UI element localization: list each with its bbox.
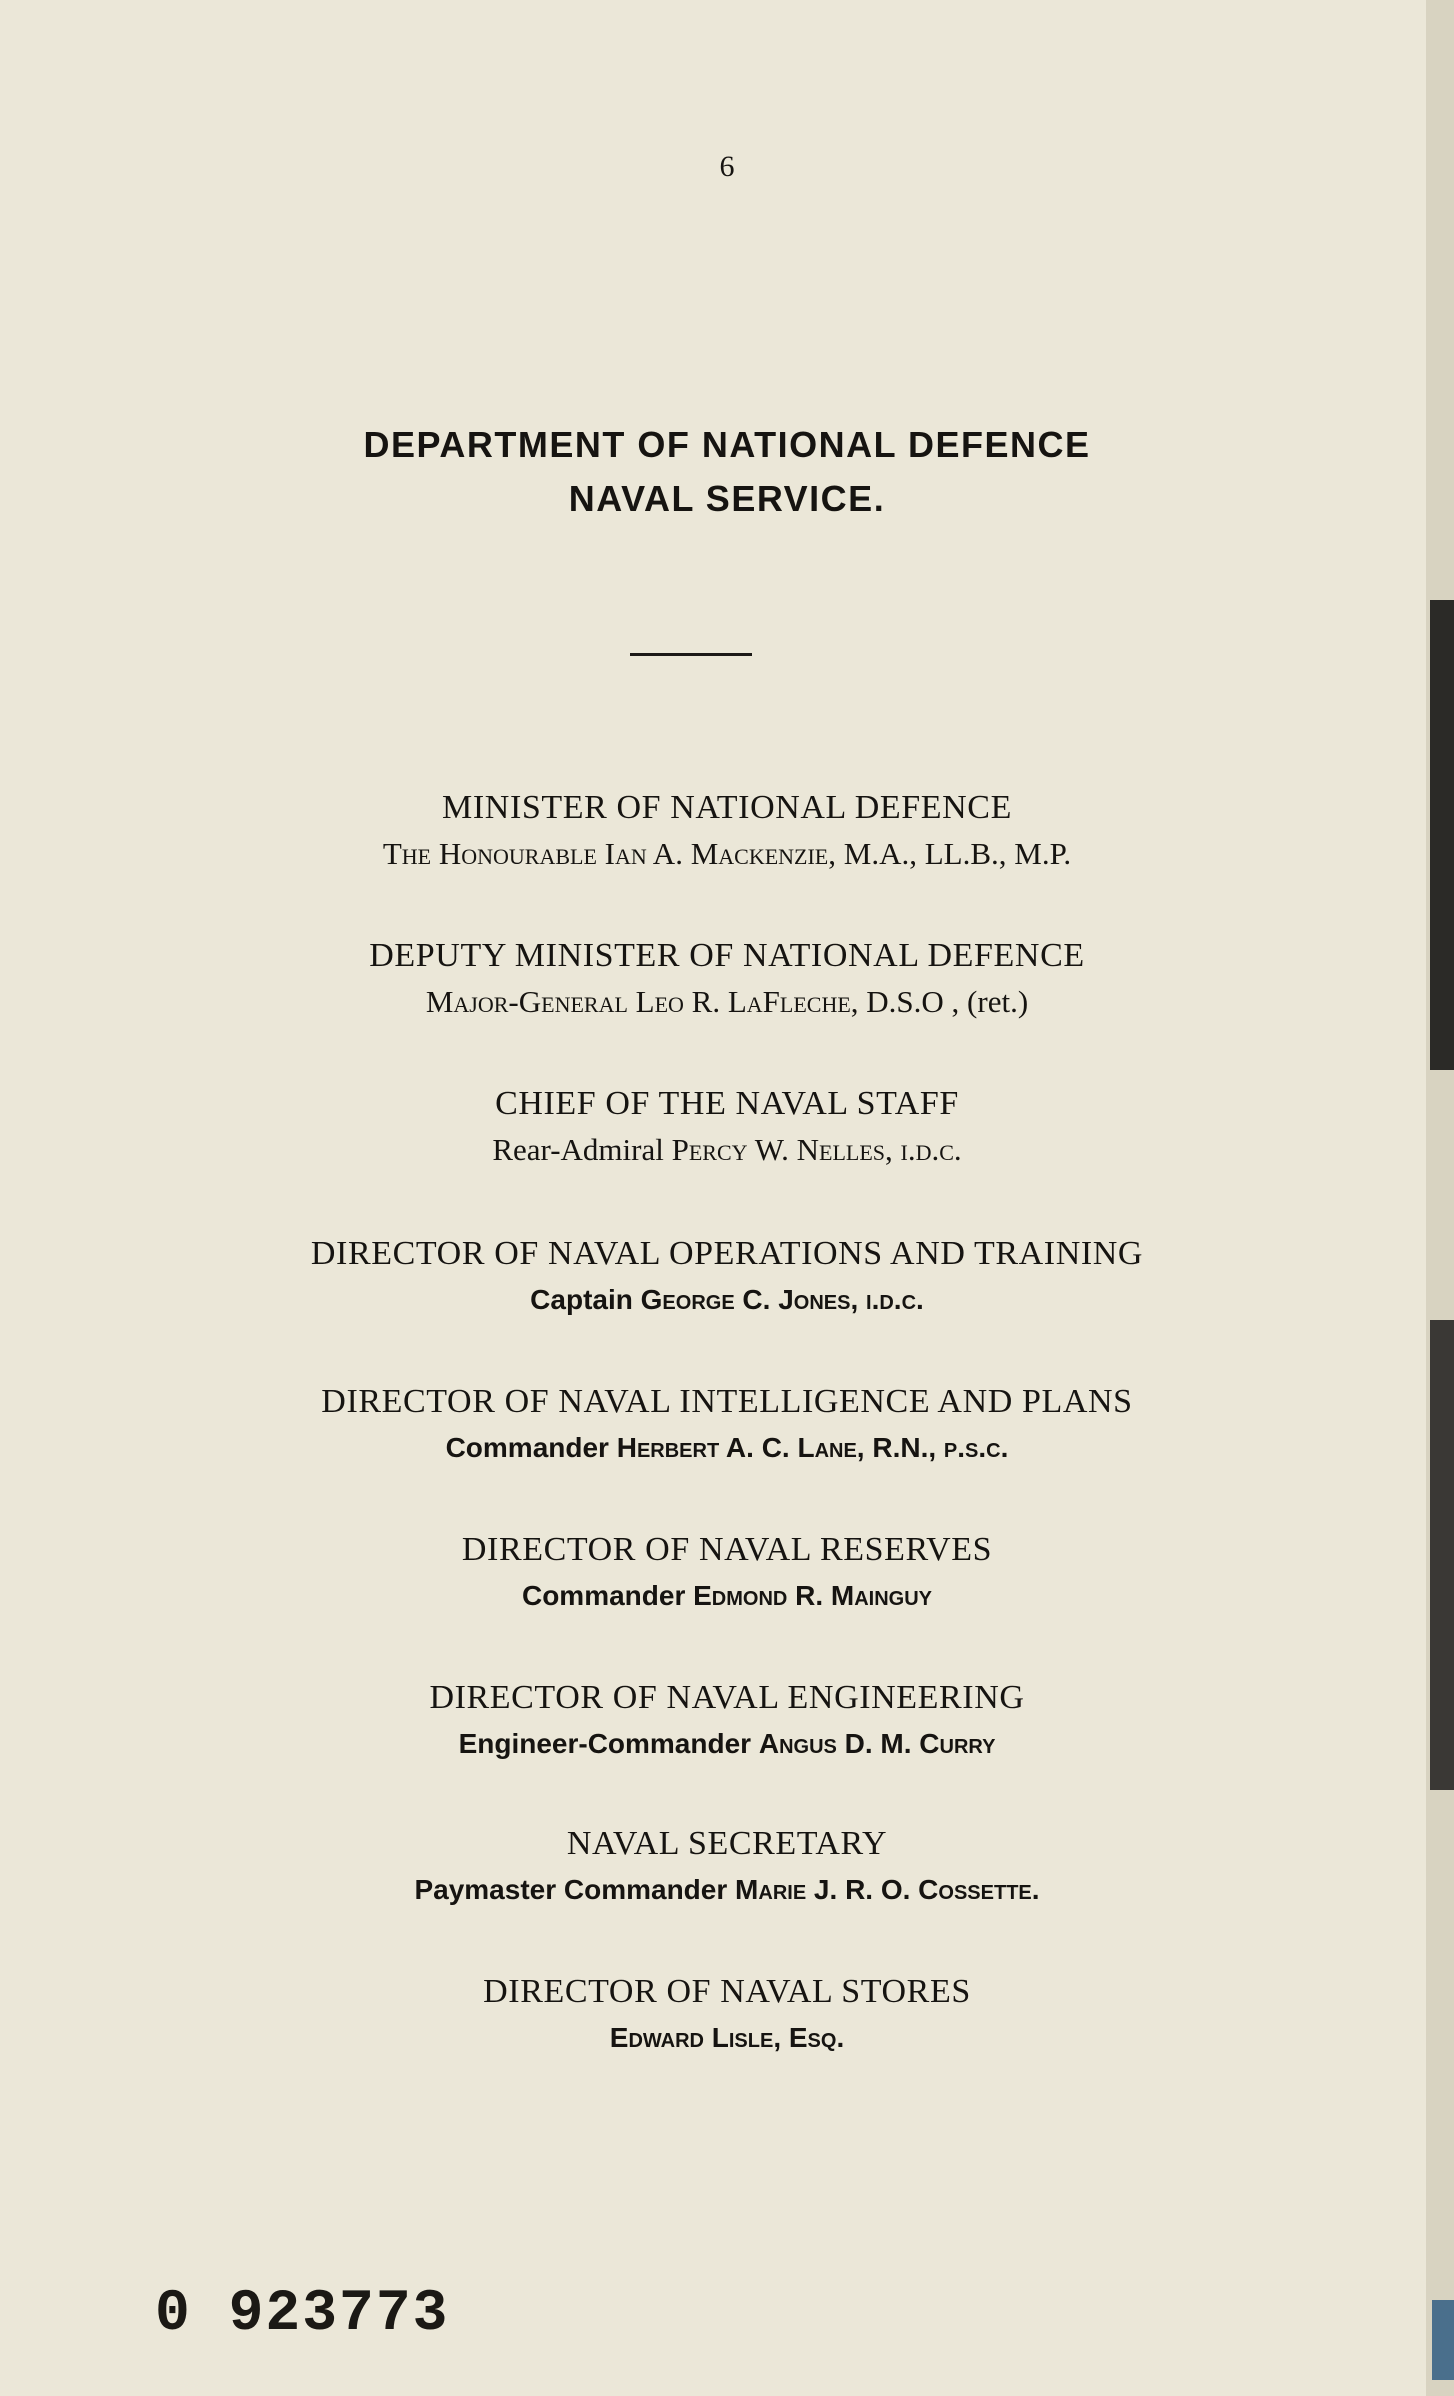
holder-prefix: Commander (521, 1580, 686, 1611)
holder-name: Edward Lisle, Esq. (609, 2022, 845, 2053)
holder-suffix: D.S.O , (ret.) (866, 984, 1029, 1019)
divider-rule (630, 653, 752, 656)
page-edge-shadow (1430, 600, 1454, 1070)
holder-prefix: The Honourable (382, 836, 597, 871)
holder-name: George C. Jones, (640, 1284, 859, 1315)
holder-suffix: i.d.c. (866, 1284, 924, 1315)
holder-name: Leo R. LaFleche, (635, 984, 859, 1019)
entry-naval-engineering (0, 1676, 1454, 1766)
bleed-through-text (470, 220, 481, 271)
entry-naval-reserves (0, 1528, 1454, 1618)
office-title: CHIEF OF THE NAVAL STAFF (495, 1085, 959, 1122)
holder-suffix: i.d.c. (900, 1132, 962, 1167)
office-title: DIRECTOR OF NAVAL ENGINEERING (429, 1679, 1025, 1716)
holder-prefix: Paymaster Commander (414, 1874, 728, 1905)
office-title: NAVAL SECRETARY (566, 1825, 888, 1862)
holder-prefix: Commander (445, 1432, 609, 1463)
office-holder (0, 1722, 1454, 1766)
holder-prefix: Captain (530, 1284, 633, 1315)
holder-prefix: Major-General (425, 984, 628, 1019)
office-holder (0, 2016, 1454, 2060)
office-holder (0, 1128, 1454, 1172)
holder-name: Herbert A. C. Lane, (616, 1432, 865, 1463)
entry-naval-secretary (0, 1822, 1454, 1912)
office-holder (0, 980, 1454, 1024)
page-edge-tab (1432, 2300, 1454, 2380)
office-holder (0, 1278, 1454, 1322)
holder-name: Ian A. Mackenzie, (604, 836, 836, 871)
office-title: DIRECTOR OF NAVAL STORES (483, 1973, 971, 2010)
service-title: NAVAL SERVICE. (568, 478, 886, 519)
holder-name: Marie J. R. O. Cossette. (735, 1874, 1040, 1905)
page-edge (1426, 0, 1454, 2396)
holder-name: Percy W. Nelles, (671, 1132, 893, 1167)
office-title: DIRECTOR OF NAVAL INTELLIGENCE AND PLANS (321, 1383, 1133, 1420)
entry-deputy-minister (0, 934, 1454, 1024)
entry-naval-stores (0, 1970, 1454, 2060)
office-holder (0, 832, 1454, 876)
entry-intelligence-plans (0, 1380, 1454, 1470)
page-number: 6 (719, 150, 735, 183)
department-title: DEPARTMENT OF NATIONAL DEFENCE (363, 424, 1091, 465)
holder-name: Edmond R. Mainguy (693, 1580, 933, 1611)
office-title: DEPUTY MINISTER OF NATIONAL DEFENCE (369, 937, 1085, 974)
stamped-serial-number: 0 923773 (155, 2282, 450, 2347)
entry-minister (0, 786, 1454, 876)
holder-name: Angus D. M. Curry (758, 1728, 996, 1759)
holder-suffix: M.A., LL.B., M.P. (843, 836, 1072, 871)
office-title: DIRECTOR OF NAVAL OPERATIONS AND TRAINING (310, 1235, 1144, 1272)
holder-prefix: Rear-Admiral (492, 1132, 664, 1167)
holder-suffix: R.N., p.s.c. (872, 1432, 1009, 1463)
page-edge-shadow (1430, 1320, 1454, 1790)
holder-prefix: Engineer-Commander (458, 1728, 752, 1759)
office-holder (0, 1426, 1454, 1470)
entry-operations-training (0, 1232, 1454, 1322)
office-holder (0, 1574, 1454, 1618)
office-holder (0, 1868, 1454, 1912)
office-title: MINISTER OF NATIONAL DEFENCE (442, 789, 1012, 826)
entry-chief-naval-staff (0, 1082, 1454, 1172)
office-title: DIRECTOR OF NAVAL RESERVES (461, 1531, 993, 1568)
